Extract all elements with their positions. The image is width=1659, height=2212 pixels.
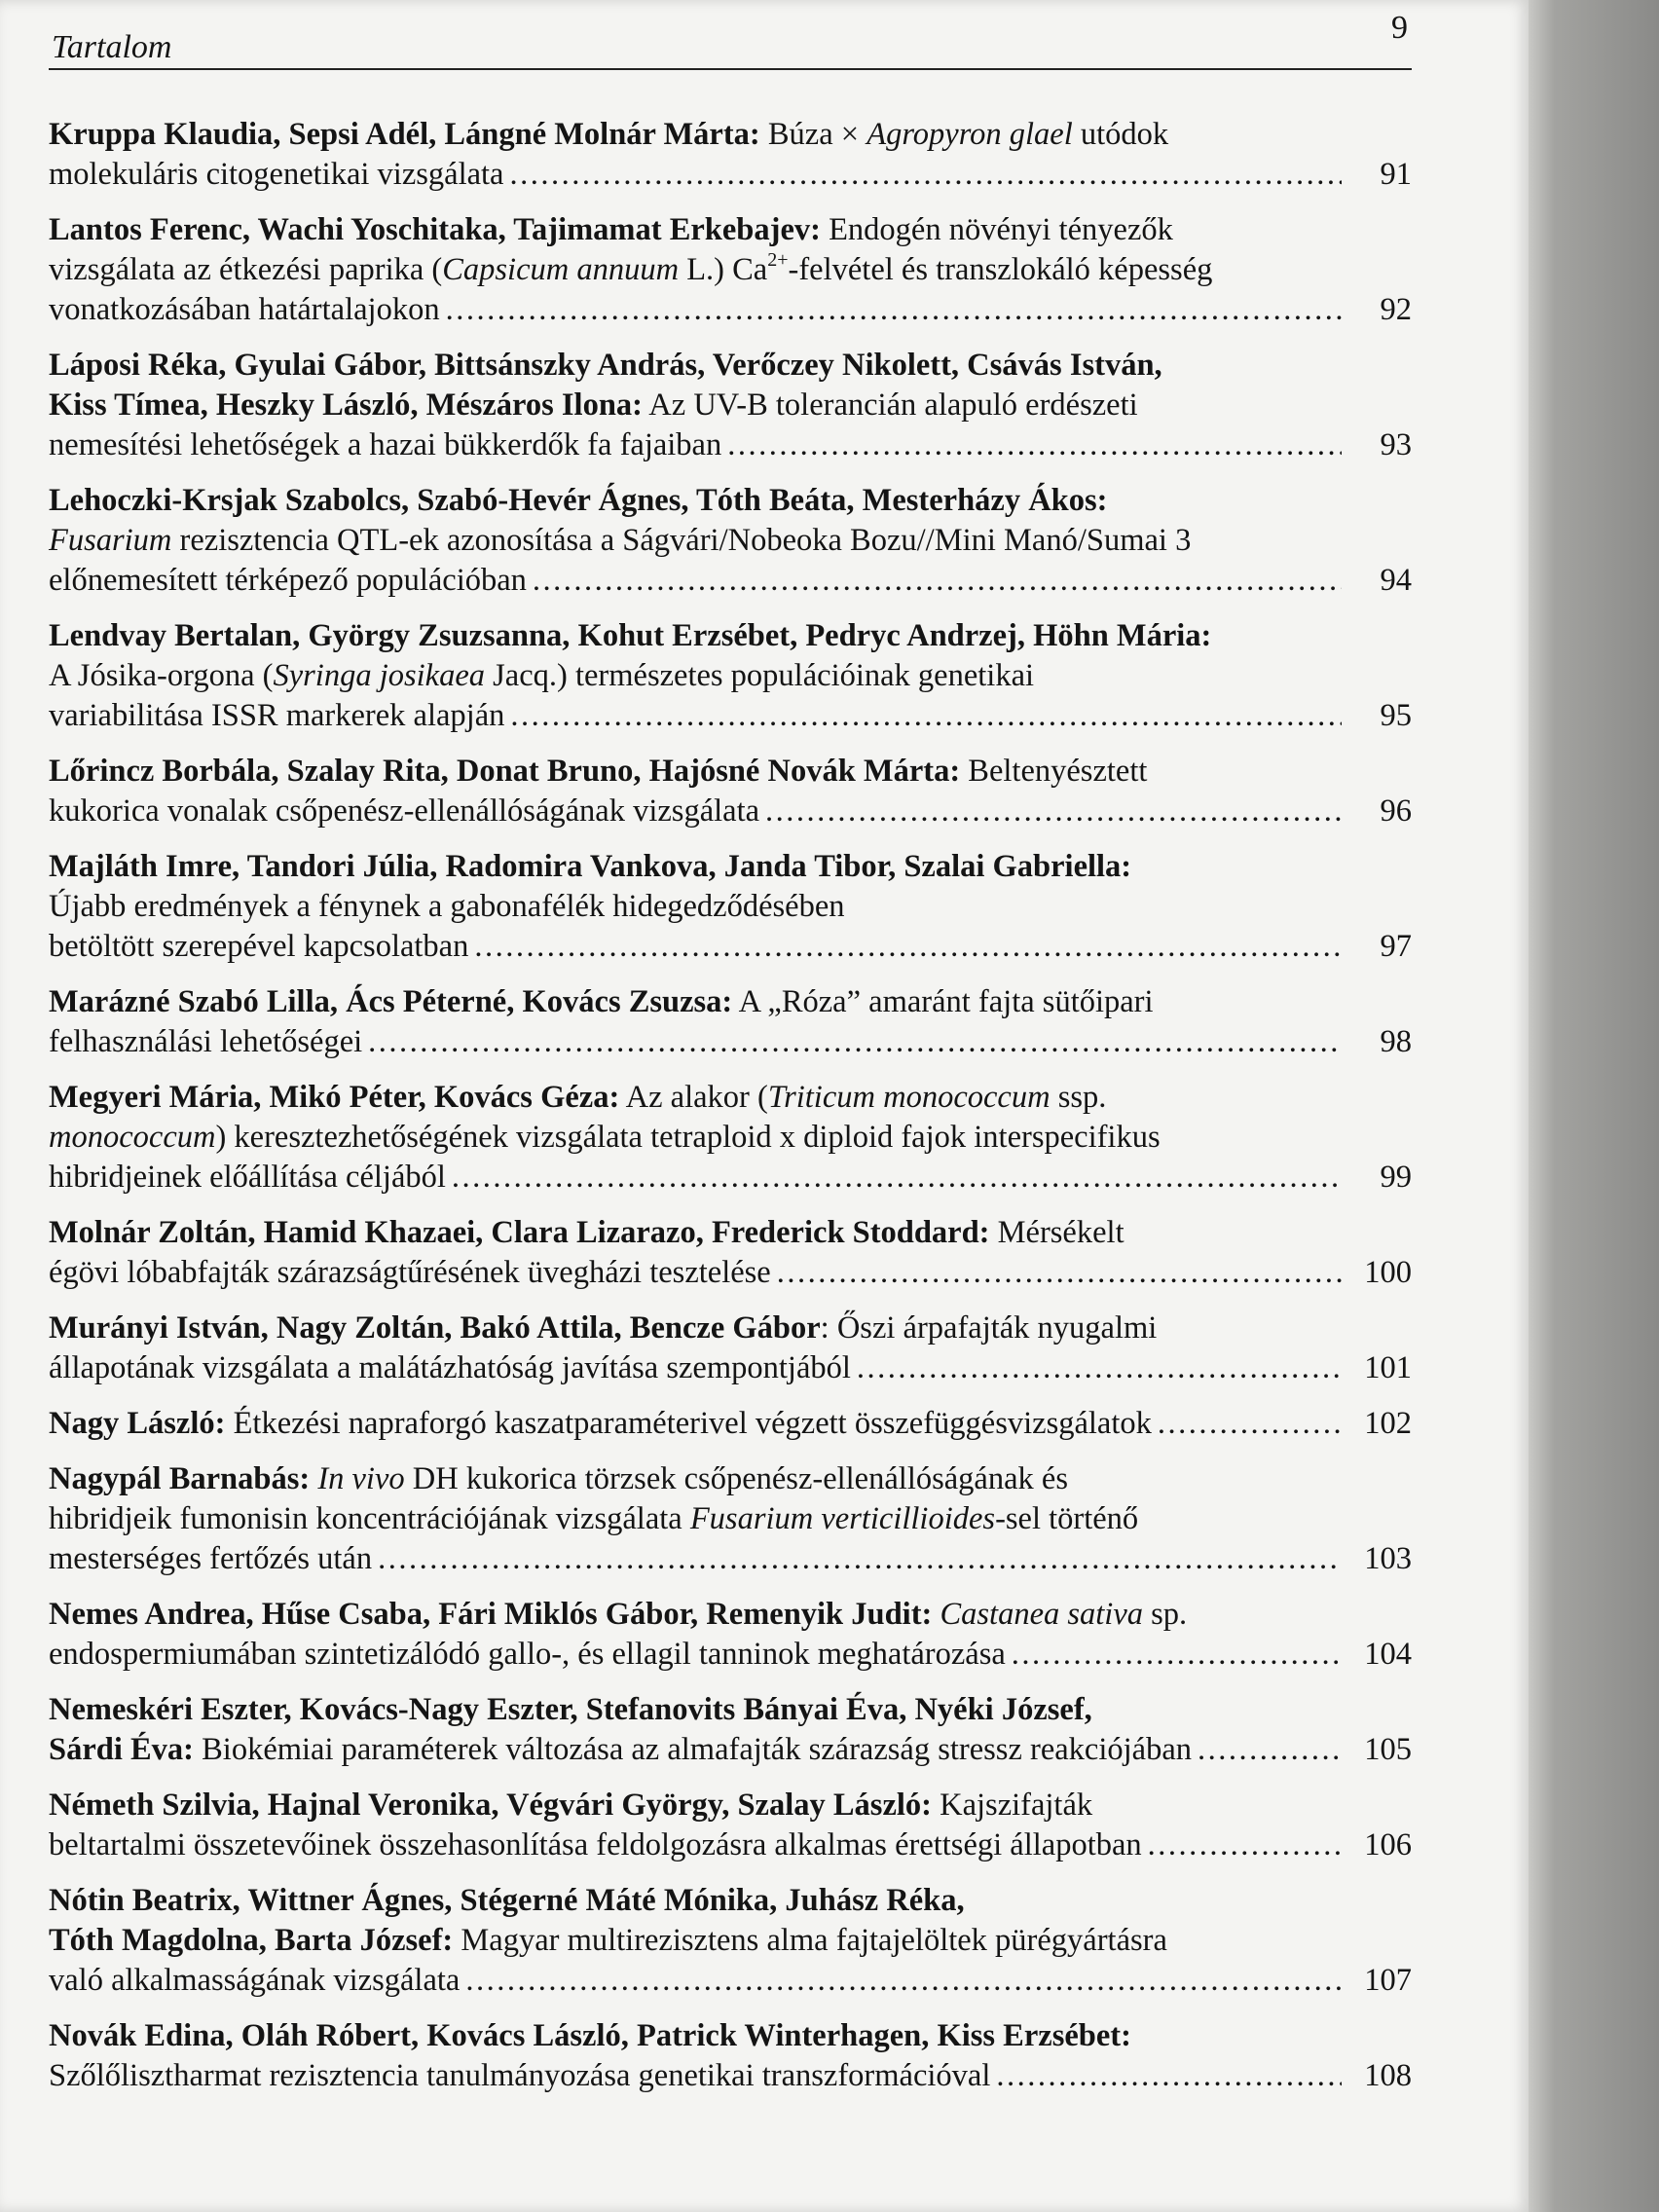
entry-title-text: Endogén növényi tényezők — [820, 212, 1173, 247]
entry-line — [49, 752, 1412, 792]
entry-title-text: utódok — [1072, 117, 1169, 152]
entry-page-number: 101 — [1364, 1350, 1412, 1385]
entry-page-number: 106 — [1364, 1827, 1412, 1862]
entry-authors: Láposi Réka, Gyulai Gábor, Bittsánszky András, Verőczey Nikolett, Csávás István, — [49, 348, 1162, 383]
entry-last-line — [49, 927, 1412, 967]
entry-page-number: 105 — [1364, 1732, 1412, 1767]
entry-authors: Murányi István, Nagy Zoltán, Bakó Attila, Bencze Gábor — [49, 1310, 821, 1346]
running-header — [49, 10, 1412, 70]
entry-authors: Molnár Zoltán, Hamid Khazaei, Clara Lizarazo, Frederick Stoddard: — [49, 1215, 990, 1250]
entry-last-line — [49, 1730, 1412, 1770]
entry-line — [49, 982, 1412, 1022]
entry-page-number: 95 — [1380, 698, 1412, 733]
entry-page-number: 96 — [1380, 793, 1412, 829]
toc-entry — [49, 1404, 1412, 1444]
entry-title-text: betöltött szerepével kapcsolatban — [49, 929, 469, 964]
entry-title-italic: Fusarium verticillioides — [689, 1501, 996, 1536]
dot-leader — [1198, 1730, 1342, 1770]
entry-title-text: vizsgálata az étkezési paprika ( — [49, 252, 443, 287]
entry-title-text: Kajszifajták — [932, 1788, 1093, 1823]
entry-page-number: 102 — [1364, 1406, 1412, 1441]
entry-last-line — [49, 696, 1412, 736]
entry-title-text: endospermiumában szintetizálódó gallo-, és ellagil tanninok meghatározása — [49, 1637, 1006, 1672]
entry-title-text: kukorica vonalak csőpenész-ellenállóságának vizsgálata — [49, 793, 760, 829]
entry-last-line — [49, 425, 1412, 465]
entry-title-italic: Fusarium — [49, 523, 172, 558]
entry-last-line — [49, 1158, 1412, 1198]
dot-leader — [1158, 1404, 1342, 1444]
dot-leader — [446, 290, 1342, 330]
entry-authors: Németh Szilvia, Hajnal Veronika, Végvári György, Szalay László: — [49, 1788, 932, 1823]
toc-entry — [49, 2016, 1412, 2096]
dot-leader — [996, 2056, 1342, 2096]
dot-leader — [765, 792, 1342, 831]
entry-last-line — [49, 561, 1412, 601]
entry-authors: Lantos Ferenc, Wachi Yoschitaka, Tajimamat Erkebajev: — [49, 212, 821, 247]
entry-page-number: 98 — [1380, 1024, 1412, 1059]
entry-last-line — [49, 1022, 1412, 1062]
entry-line — [49, 1309, 1412, 1348]
toc-entry — [49, 1213, 1412, 1293]
entry-page-number: 93 — [1380, 427, 1412, 462]
dot-leader — [452, 1158, 1342, 1198]
dot-leader — [378, 1539, 1342, 1579]
toc-entry — [49, 752, 1412, 831]
entry-title-text: nemesítési lehetőségek a hazai bükkerdők fa fajaiban — [49, 427, 722, 462]
entry-authors: Nótin Beatrix, Wittner Ágnes, Stégerné Máté Mónika, Juhász Réka, — [49, 1883, 965, 1918]
dot-leader — [368, 1022, 1342, 1062]
entry-authors: Novák Edina, Oláh Róbert, Kovács László, Patrick Winterhagen, Kiss Erzsébet: — [49, 2018, 1131, 2053]
entry-title-text: ) keresztezhetőségének vizsgálata tetraploid x diploid fajok interspecifikus — [215, 1120, 1161, 1155]
toc-entry — [49, 1595, 1412, 1675]
entry-line — [49, 1595, 1412, 1635]
entry-title-text: variabilitása ISSR markerek alapján — [49, 698, 505, 733]
entry-page-number: 108 — [1364, 2058, 1412, 2093]
entry-authors: Majláth Imre, Tandori Júlia, Radomira Vankova, Janda Tibor, Szalai Gabriella: — [49, 849, 1132, 884]
entry-authors: Tóth Magdolna, Barta József: — [49, 1923, 454, 1958]
entry-line — [49, 1921, 1412, 1961]
entry-title-italic: In vivo — [317, 1461, 405, 1496]
entry-line — [49, 1459, 1412, 1499]
entry-title-italic: Agropyron glael — [866, 117, 1073, 152]
entry-title-text: Beltenyésztett — [960, 754, 1148, 789]
entry-title-text: vonatkozásában határtalajokon — [49, 292, 440, 327]
entry-last-line — [49, 2056, 1412, 2096]
entry-title-text: L.) Ca — [679, 252, 768, 287]
entry-title-italic: Triticum monococcum — [767, 1080, 1051, 1115]
dot-leader — [510, 696, 1342, 736]
entry-page-number: 104 — [1364, 1637, 1412, 1672]
entry-authors: Nemeskéri Eszter, Kovács-Nagy Eszter, Stefanovits Bányai Éva, Nyéki József, — [49, 1692, 1092, 1727]
entry-title-text: A Jósika-orgona ( — [49, 658, 274, 693]
entry-title-italic: Castanea sativa — [940, 1597, 1144, 1632]
entry-title-text: felhasználási lehetőségei — [49, 1024, 363, 1059]
entry-page-number: 107 — [1364, 1963, 1412, 1998]
dot-leader — [465, 1961, 1342, 2001]
toc-entry — [49, 1078, 1412, 1198]
entry-last-line — [49, 155, 1412, 195]
dot-leader — [533, 561, 1342, 601]
entry-page-number: 91 — [1380, 157, 1412, 192]
entry-last-line — [49, 792, 1412, 831]
entry-title-text: Szőlőlisztharmat rezisztencia tanulmányozása genetikai transzformációval — [49, 2058, 991, 2093]
entry-line — [49, 1213, 1412, 1253]
entry-line — [49, 386, 1412, 425]
entry-title-text: beltartalmi összetevőinek összehasonlítása feldolgozásra alkalmas érettségi állapotban — [49, 1827, 1142, 1862]
entry-authors: Sárdi Éva: — [49, 1732, 194, 1767]
dot-leader — [1012, 1635, 1342, 1675]
next-page-edge — [1529, 0, 1659, 2212]
toc-entry — [49, 210, 1412, 330]
entry-title-text: Mérsékelt — [989, 1215, 1124, 1250]
entry-last-line — [49, 1825, 1412, 1865]
toc-entry — [49, 115, 1412, 195]
entry-authors: Megyeri Mária, Mikó Péter, Kovács Géza: — [49, 1080, 620, 1115]
entry-line — [49, 250, 1412, 290]
entry-line — [49, 1404, 1152, 1444]
page-title: Tartalom — [52, 29, 172, 65]
entry-title-text: Az UV-B tolerancián alapuló erdészeti — [642, 387, 1138, 423]
toc-entry — [49, 1690, 1412, 1770]
entry-title-text: : Őszi árpafajták nyugalmi — [820, 1310, 1158, 1346]
entry-title-italic: Capsicum annuum — [442, 252, 680, 287]
entry-line — [49, 1730, 1192, 1770]
entry-title-italic: Syringa josikaea — [273, 658, 486, 693]
entry-line — [49, 1118, 1412, 1158]
entry-authors: Nagypál Barnabás: — [49, 1461, 311, 1496]
entry-last-line — [49, 1539, 1412, 1579]
entry-title-text: ssp. — [1050, 1080, 1107, 1115]
toc-entry — [49, 1459, 1412, 1579]
dot-leader — [857, 1348, 1342, 1388]
toc-entry — [49, 1786, 1412, 1865]
entry-line — [49, 521, 1412, 561]
entry-title-text: molekuláris citogenetikai vizsgálata — [49, 157, 504, 192]
toc-entry — [49, 616, 1412, 736]
entry-line — [49, 656, 1412, 696]
entry-page-number: 92 — [1380, 292, 1412, 327]
toc-entry — [49, 847, 1412, 967]
entry-title-text: Búza × — [759, 117, 867, 152]
entry-last-line — [49, 290, 1412, 330]
table-of-contents — [49, 115, 1412, 2112]
toc-entry — [49, 982, 1412, 1062]
page-number: 9 — [1391, 10, 1408, 46]
entry-title-text: -felvétel és transzlokáló képesség — [788, 252, 1213, 287]
entry-title-text: Magyar multirezisztens alma fajtajelöltek pürégyártásra — [453, 1923, 1167, 1958]
entry-title-text: A „Róza” amaránt fajta sütőipari — [732, 984, 1154, 1019]
entry-line — [49, 210, 1412, 250]
entry-title-text: Étkezési napraforgó kaszatparaméterivel végzett összefüggésvizsgálatok — [225, 1406, 1152, 1441]
dot-leader — [777, 1253, 1342, 1293]
entry-title-text: Biokémiai paraméterek változása az almafajták szárazság stressz reakciójában — [193, 1732, 1193, 1767]
entry-page-number: 103 — [1364, 1541, 1412, 1576]
entry-authors: Marázné Szabó Lilla, Ács Péterné, Kovács Zsuzsa: — [49, 984, 733, 1019]
entry-title-text: előnemesített térképező populációban — [49, 563, 527, 598]
entry-authors: Lendvay Bertalan, György Zsuzsanna, Kohut Erzsébet, Pedryc Andrzej, Höhn Mária: — [49, 618, 1212, 653]
entry-title-text: Újabb eredmények a fénynek a gabonafélék hidegedződésében — [49, 889, 845, 924]
entry-authors: Kruppa Klaudia, Sepsi Adél, Lángné Molnár Márta: — [49, 117, 760, 152]
entry-last-line — [49, 1348, 1412, 1388]
entry-authors: Lőrincz Borbála, Szalay Rita, Donat Bruno, Hajósné Novák Márta: — [49, 754, 961, 789]
entry-title-text: hibridjeik fumonisin koncentrációjának vizsgálata — [49, 1501, 690, 1536]
entry-title-text: Az alakor ( — [619, 1080, 768, 1115]
entry-line — [49, 115, 1412, 155]
entry-last-line — [49, 1635, 1412, 1675]
dot-leader — [474, 927, 1342, 967]
toc-entry — [49, 481, 1412, 601]
entry-page-number: 100 — [1364, 1255, 1412, 1290]
entry-title-text: rezisztencia QTL-ek azonosítása a Ságvári/Nobeoka Bozu//Mini Manó/Sumai 3 — [171, 523, 1192, 558]
entry-title-text: sp. — [1143, 1597, 1188, 1632]
entry-title-text: Jacq.) természetes populációinak genetikai — [485, 658, 1035, 693]
entry-page-number: 99 — [1380, 1160, 1412, 1195]
entry-last-line — [49, 1253, 1412, 1293]
entry-authors: Nagy László: — [49, 1406, 226, 1441]
entry-last-line — [49, 1961, 1412, 2001]
toc-entry — [49, 346, 1412, 465]
entry-line — [49, 1499, 1412, 1539]
toc-entry — [49, 1309, 1412, 1388]
entry-line — [49, 1786, 1412, 1825]
entry-title-text: -sel történő — [995, 1501, 1139, 1536]
entry-authors: Lehoczki-Krsjak Szabolcs, Szabó-Hevér Ágnes, Tóth Beáta, Mesterházy Ákos: — [49, 483, 1108, 518]
entry-page-number: 94 — [1380, 563, 1412, 598]
entry-line — [49, 1078, 1412, 1118]
dot-leader — [727, 425, 1342, 465]
entry-title-text: hibridjeinek előállítása céljából — [49, 1160, 446, 1195]
entry-last-line — [49, 1404, 1412, 1444]
dot-leader — [1148, 1825, 1342, 1865]
toc-entry — [49, 1881, 1412, 2001]
entry-authors: Kiss Tímea, Heszky László, Mészáros Ilona: — [49, 387, 643, 423]
entry-title-text: való alkalmasságának vizsgálata — [49, 1963, 461, 1998]
dot-leader — [509, 155, 1342, 195]
superscript: 2+ — [767, 249, 789, 271]
entry-title-text: égövi lóbabfajták szárazságtűrésének üvegházi tesztelése — [49, 1255, 771, 1290]
entry-title-italic: monococcum — [49, 1120, 216, 1155]
entry-page-number: 97 — [1380, 929, 1412, 964]
entry-authors: Nemes Andrea, Hűse Csaba, Fári Miklós Gábor, Remenyik Judit: — [49, 1597, 933, 1632]
entry-title-text: DH kukorica törzsek csőpenész-ellenállóságának és — [404, 1461, 1068, 1496]
entry-title-text: mesterséges fertőzés után — [49, 1541, 373, 1576]
entry-title-text: állapotának vizsgálata a malátázhatóság javítása szempontjából — [49, 1350, 851, 1385]
